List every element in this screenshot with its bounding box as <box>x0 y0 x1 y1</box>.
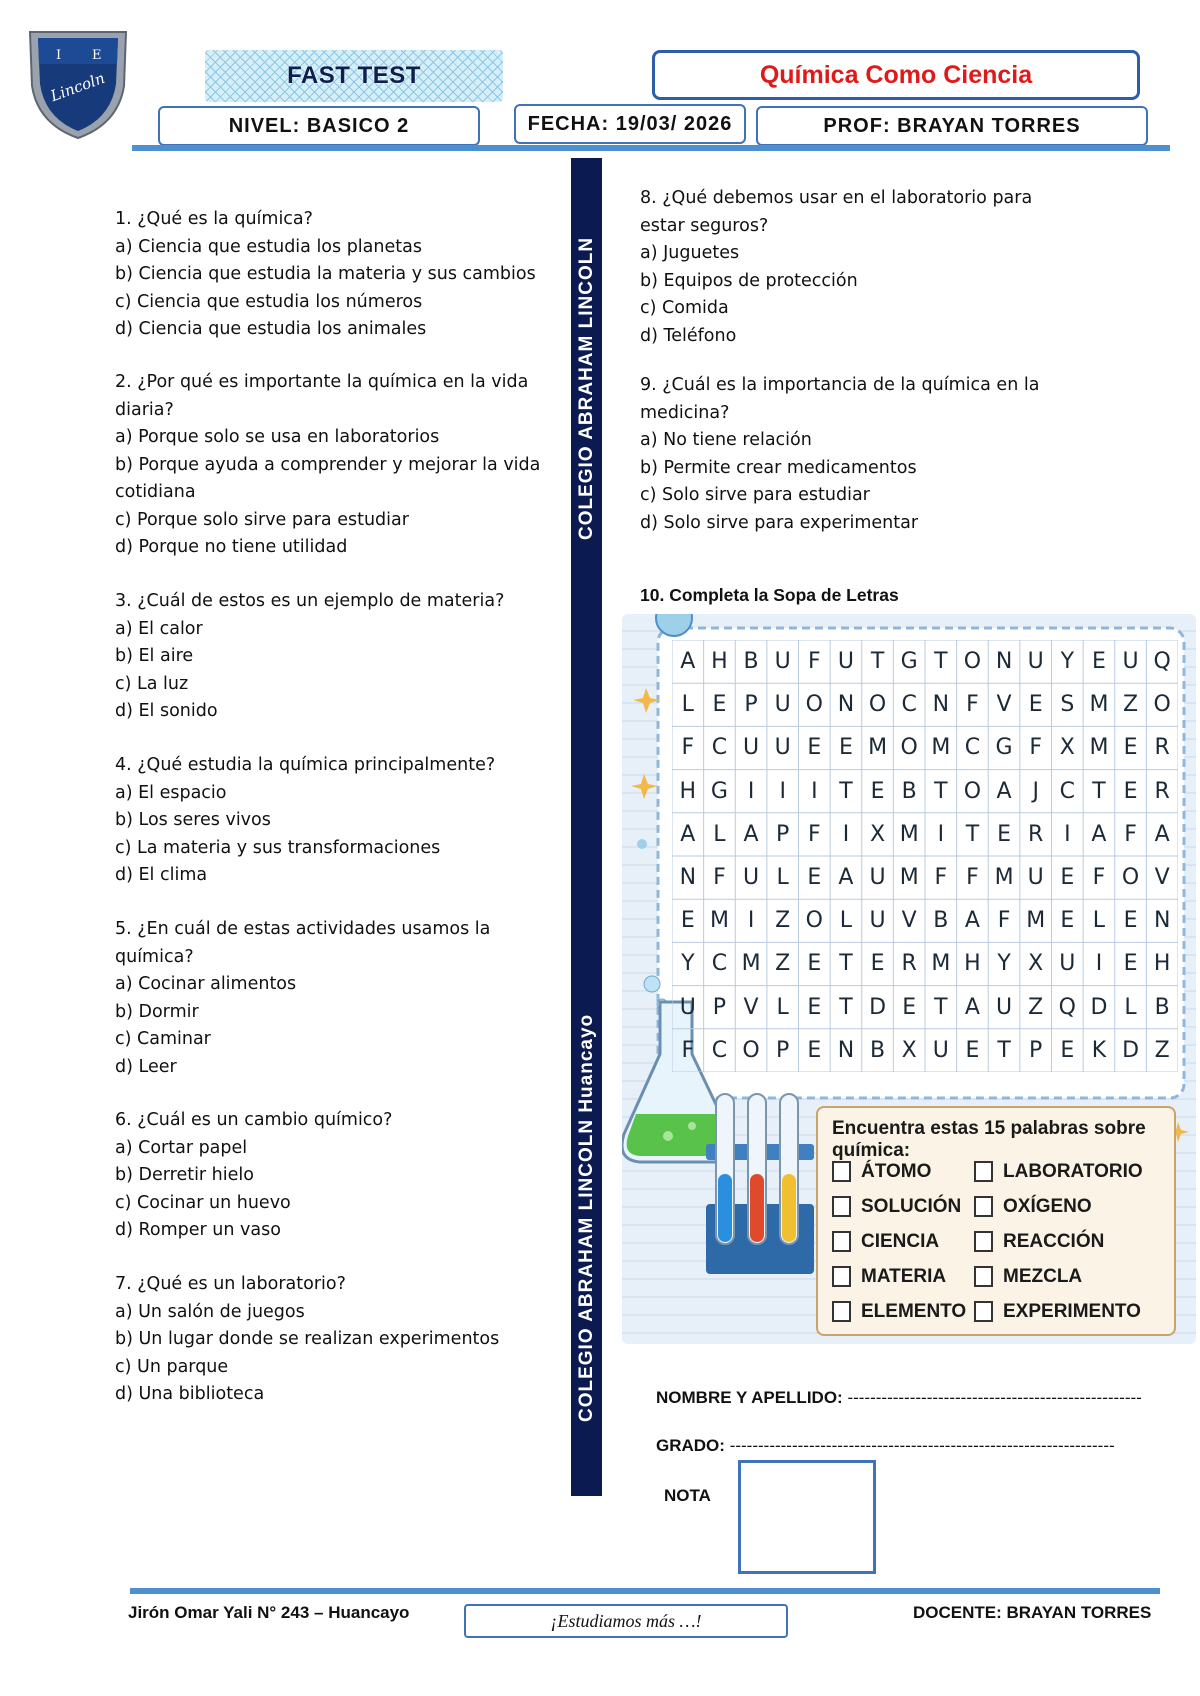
wordsearch-letter[interactable]: O <box>1153 692 1171 718</box>
wordsearch-letter[interactable]: A <box>743 821 759 847</box>
wordsearch-letter[interactable]: Z <box>1123 692 1139 718</box>
option: b) Derretir hielo <box>115 1165 254 1185</box>
wordsearch-letter[interactable]: I <box>811 778 818 804</box>
option: a) Cortar papel <box>115 1137 248 1158</box>
school-logo <box>26 24 130 142</box>
question-text: 5. ¿En cuál de estas actividades usamos la química? <box>115 919 491 967</box>
wordsearch-letter[interactable]: D <box>1090 994 1108 1020</box>
wordsearch-letter[interactable]: L <box>776 994 789 1020</box>
option: a) Un salón de juegos <box>115 1301 305 1322</box>
wordsearch-letter[interactable]: L <box>713 821 726 847</box>
name-label: NOMBRE Y APELLIDO: <box>656 1388 843 1407</box>
option: d) Solo sirve para experimentar <box>640 512 919 533</box>
wordsearch-letter[interactable]: J <box>1032 778 1039 804</box>
wordsearch-letter[interactable]: F <box>966 865 979 891</box>
wordsearch-letter[interactable]: V <box>901 908 917 934</box>
word-item[interactable]: OXÍGENO <box>974 1189 1143 1224</box>
wordsearch-letter[interactable]: D <box>869 994 887 1020</box>
wordsearch-letter[interactable]: H <box>1153 951 1171 977</box>
wordsearch-letter[interactable]: Z <box>775 951 791 977</box>
wordsearch-letter[interactable]: O <box>868 692 887 718</box>
wordsearch-letter[interactable]: E <box>1123 735 1138 761</box>
word-item[interactable]: REACCIÓN <box>974 1224 1143 1259</box>
wordsearch-letter[interactable]: H <box>711 649 728 675</box>
wordsearch-letter[interactable]: F <box>807 649 821 675</box>
wordsearch-letter[interactable]: R <box>1028 821 1044 847</box>
wordsearch-letter[interactable]: E <box>1123 908 1138 934</box>
wordsearch-letter[interactable]: T <box>934 994 948 1020</box>
wordsearch-letter[interactable]: E <box>712 692 727 718</box>
question-2 <box>115 369 570 562</box>
header-divider <box>132 145 1170 151</box>
option: c) Cocinar un huevo <box>115 1192 291 1213</box>
wordsearch-letter[interactable]: A <box>1091 821 1107 847</box>
wordsearch-letter[interactable]: E <box>997 821 1012 847</box>
wordsearch-letter[interactable]: O <box>805 692 823 718</box>
question-6 <box>115 1107 570 1245</box>
question-text: 2. ¿Por qué es importante la química en la vida diaria? <box>115 372 529 420</box>
option: a) Juguetes <box>640 243 740 263</box>
side-banner <box>571 158 602 1496</box>
wordsearch-letter[interactable]: P <box>744 692 758 718</box>
wordsearch-letter[interactable]: F <box>807 821 821 847</box>
wordsearch-letter[interactable]: X <box>901 1037 917 1063</box>
wordlist-title: Encuentra estas 15 palabras sobre química: <box>832 1118 1146 1161</box>
wordsearch-letter[interactable]: B <box>743 649 759 675</box>
wordsearch-letter[interactable]: E <box>902 994 917 1020</box>
wordsearch-wordlist <box>816 1106 1176 1336</box>
wordsearch-letter[interactable]: M <box>1089 735 1109 761</box>
wordsearch-letter[interactable]: C <box>901 692 917 718</box>
wordsearch-letter[interactable]: T <box>934 649 948 675</box>
question-text: 1. ¿Qué es la química? <box>115 209 313 229</box>
checkbox-icon[interactable] <box>832 1231 851 1252</box>
option: d) Una biblioteca <box>115 1384 265 1404</box>
word-item[interactable]: MEZCLA <box>974 1259 1143 1294</box>
option: d) Ciencia que estudia los animales <box>115 319 427 339</box>
wordsearch-letter[interactable]: M <box>899 865 919 891</box>
wordsearch-letter[interactable]: G <box>995 735 1013 761</box>
wordsearch-letter[interactable]: N <box>679 865 697 891</box>
word-item[interactable]: ÁTOMO <box>832 1154 966 1189</box>
name-field[interactable] <box>656 1388 1142 1408</box>
nota-label: NOTA <box>664 1486 711 1505</box>
wordsearch-letter[interactable]: F <box>1092 865 1106 891</box>
checkbox-icon[interactable] <box>974 1196 993 1217</box>
wordsearch-letter[interactable]: B <box>933 908 949 934</box>
word-item[interactable]: ELEMENTO <box>832 1294 966 1329</box>
question-7 <box>115 1271 570 1409</box>
wordsearch-letter[interactable]: N <box>837 692 855 718</box>
wordsearch-letter[interactable]: M <box>868 735 888 761</box>
option: d) Romper un vaso <box>115 1220 281 1240</box>
wordsearch-letter[interactable]: A <box>1154 821 1170 847</box>
wordsearch-letter[interactable]: N <box>932 692 950 718</box>
wordsearch-letter[interactable]: E <box>1123 778 1138 804</box>
wordsearch-letter[interactable]: P <box>776 1037 790 1063</box>
wordsearch-letter[interactable]: U <box>1122 649 1139 675</box>
wordsearch-letter[interactable]: T <box>1092 778 1106 804</box>
word-item[interactable]: LABORATORIO <box>974 1154 1143 1189</box>
fecha-box: FECHA: 19/03/ 2026 <box>514 104 746 144</box>
wordsearch-letter[interactable]: L <box>839 908 853 934</box>
option: b) Equipos de protección <box>640 270 858 291</box>
footer-divider <box>130 1588 1160 1594</box>
wordsearch-letter[interactable]: E <box>1028 692 1043 718</box>
wordsearch-letter[interactable]: G <box>900 649 918 675</box>
svg-text:Lincoln: Lincoln <box>48 68 108 106</box>
wordsearch-letter[interactable]: H <box>964 951 981 977</box>
wordsearch-grid <box>672 640 1178 1072</box>
wordsearch-letter[interactable]: E <box>1091 649 1106 675</box>
subject-box <box>652 50 1140 100</box>
wordsearch-letter[interactable]: E <box>870 951 885 977</box>
wordsearch-letter[interactable]: C <box>964 735 981 761</box>
question-text: 6. ¿Cuál es un cambio químico? <box>115 1110 393 1130</box>
wordsearch-letter[interactable]: U <box>869 865 886 891</box>
wordsearch-letter[interactable]: T <box>839 951 853 977</box>
option: d) Porque no tiene utilidad <box>115 537 348 557</box>
option: b) El aire <box>115 646 194 666</box>
option: a) No tiene relación <box>640 430 812 450</box>
option: a) Ciencia que estudia los planetas <box>115 236 422 257</box>
question-4 <box>115 752 570 890</box>
wordsearch-letter[interactable]: Z <box>775 908 791 934</box>
question-text: 9. ¿Cuál es la importancia de la química en la medicina? <box>640 375 1040 423</box>
wordsearch-letter[interactable]: U <box>743 735 760 761</box>
checkbox-icon[interactable] <box>832 1196 851 1217</box>
wordsearch-letter[interactable]: A <box>680 821 696 847</box>
question-text: 3. ¿Cuál de estos es un ejemplo de materia? <box>115 591 505 611</box>
wordsearch-letter[interactable]: I <box>747 908 755 934</box>
wordsearch-letter[interactable]: U <box>932 1037 949 1063</box>
wordsearch-letter[interactable]: Z <box>1154 1037 1170 1063</box>
wordsearch-letter[interactable]: F <box>1124 821 1137 847</box>
wordsearch-letter[interactable]: M <box>741 951 761 977</box>
option: b) Un lugar donde se realizan experimentos <box>115 1329 500 1349</box>
side-banner-top-text: COLEGIO ABRAHAM LINCOLN <box>576 236 597 540</box>
word-item[interactable]: EXPERIMENTO <box>974 1294 1143 1329</box>
wordsearch-letter[interactable]: F <box>997 908 1011 934</box>
nota-box[interactable] <box>738 1460 876 1574</box>
option: a) El espacio <box>115 782 227 803</box>
wordsearch-letter[interactable]: U <box>1027 865 1044 891</box>
wordsearch-letter[interactable]: E <box>680 908 695 934</box>
wordsearch-letter[interactable]: O <box>742 1037 760 1063</box>
wordsearch-letter[interactable]: M <box>709 908 729 934</box>
wordsearch-letter[interactable]: Y <box>997 951 1011 977</box>
wordsearch-letter[interactable]: B <box>901 778 917 804</box>
wordsearch-letter[interactable]: F <box>1029 735 1043 761</box>
wordsearch-letter[interactable]: F <box>713 865 726 891</box>
checkbox-icon[interactable] <box>974 1266 993 1287</box>
wordsearch-letter[interactable]: H <box>679 778 697 804</box>
fast-test-banner <box>205 50 503 102</box>
option: b) Dormir <box>115 1001 199 1022</box>
checkbox-icon[interactable] <box>974 1301 993 1322</box>
checkbox-icon[interactable] <box>974 1231 993 1252</box>
wordsearch-letter[interactable]: O <box>963 778 982 804</box>
wordsearch-letter[interactable]: Q <box>1153 649 1171 675</box>
wordsearch-letter[interactable]: M <box>1026 908 1046 934</box>
wordsearch-letter[interactable]: T <box>839 994 853 1020</box>
wordsearch-letter[interactable]: P <box>712 994 727 1020</box>
grado-line[interactable]: -------------------------------------------------------------------- <box>729 1436 1115 1455</box>
wordsearch-letter[interactable]: I <box>779 778 786 804</box>
wordsearch-letter[interactable]: I <box>1095 951 1103 977</box>
wordsearch-letter[interactable]: E <box>870 778 885 804</box>
name-line[interactable]: ---------------------------------------------------- <box>847 1388 1142 1407</box>
wordsearch-letter[interactable]: L <box>681 692 694 718</box>
wordsearch-letter[interactable]: E <box>1060 865 1075 891</box>
side-banner-bottom-text: COLEGIO ABRAHAM LINCOLN Huancayo <box>576 1013 597 1422</box>
question-1 <box>115 206 570 344</box>
wordsearch-letter[interactable]: L <box>1124 994 1137 1020</box>
word-item[interactable]: CIENCIA <box>832 1224 966 1259</box>
wordsearch-letter[interactable]: I <box>747 778 755 804</box>
wordsearch-letter[interactable]: C <box>1059 778 1075 804</box>
word-item[interactable]: SOLUCIÓN <box>832 1189 966 1224</box>
option: d) El clima <box>115 865 208 885</box>
wordsearch-letter[interactable]: U <box>1027 649 1044 675</box>
wordsearch-letter[interactable]: F <box>681 735 695 761</box>
logo-letter-i: I <box>56 48 62 63</box>
option: b) Permite crear medicamentos <box>640 457 917 478</box>
option: d) Teléfono <box>640 325 737 346</box>
wordsearch-letter[interactable]: R <box>1154 778 1170 804</box>
wordsearch-letter[interactable]: U <box>774 649 791 675</box>
wordsearch-letter[interactable]: U <box>837 649 854 675</box>
question-8 <box>640 185 1070 350</box>
option: c) Comida <box>640 298 729 318</box>
wordsearch-letter[interactable]: T <box>839 778 853 804</box>
wordsearch-letter[interactable]: O <box>805 908 823 934</box>
wordsearch-letter[interactable]: I <box>937 821 945 847</box>
wordsearch-letter[interactable]: U <box>774 735 791 761</box>
question-5 <box>115 916 560 1081</box>
wordsearch-letter[interactable]: M <box>931 951 951 977</box>
wordsearch-letter[interactable]: I <box>1064 821 1071 847</box>
wordsearch-letter[interactable]: L <box>1092 908 1106 934</box>
wordsearch-letter[interactable]: R <box>1154 735 1170 761</box>
wordsearch-letter[interactable]: M <box>899 821 919 847</box>
option: c) La luz <box>115 673 189 694</box>
wordsearch-letter[interactable]: E <box>1060 1037 1075 1063</box>
subject-title: Química Como Ciencia <box>759 60 1033 89</box>
wordsearch-letter[interactable]: Y <box>1060 649 1075 675</box>
footer-docente: DOCENTE: BRAYAN TORRES <box>913 1603 1152 1622</box>
wordsearch-letter[interactable]: T <box>870 649 885 675</box>
wordsearch-letter[interactable]: O <box>900 735 918 761</box>
prof-box: PROF: BRAYAN TORRES <box>756 106 1148 146</box>
option: d) El sonido <box>115 701 218 721</box>
question-3 <box>115 588 570 726</box>
fast-test-label: FAST TEST <box>287 62 421 89</box>
wordsearch-letter[interactable]: B <box>1154 994 1170 1020</box>
option: a) Porque solo se usa en laboratorios <box>115 427 440 447</box>
wordsearch-letter[interactable]: A <box>996 778 1012 804</box>
wordsearch-letter[interactable]: P <box>1029 1037 1043 1063</box>
wordsearch-letter[interactable]: E <box>1123 951 1138 977</box>
wordsearch-letter[interactable]: M <box>994 865 1014 891</box>
wordsearch-letter[interactable]: M <box>1089 692 1109 718</box>
wordsearch-letter[interactable]: E <box>807 951 822 977</box>
option: c) Ciencia que estudia los números <box>115 291 423 312</box>
wordsearch-letter[interactable]: U <box>679 994 696 1020</box>
wordsearch-letter[interactable]: N <box>995 649 1013 675</box>
option: c) Porque solo sirve para estudiar <box>115 509 409 530</box>
wordsearch-letter[interactable]: K <box>1091 1037 1107 1063</box>
wordsearch-letter[interactable]: E <box>807 994 822 1020</box>
wordsearch-letter[interactable]: U <box>869 908 886 934</box>
wordsearch-letter[interactable]: X <box>870 821 886 847</box>
wordsearch-letter[interactable]: O <box>963 649 982 675</box>
checkbox-icon[interactable] <box>832 1301 851 1322</box>
wordsearch-letter[interactable]: N <box>837 1037 855 1063</box>
wordsearch-letter[interactable]: T <box>934 778 948 804</box>
wordsearch-letter[interactable]: U <box>774 692 791 718</box>
wordlist-left-column <box>832 1154 966 1329</box>
wordsearch-letter[interactable]: Z <box>1028 994 1044 1020</box>
wordsearch-letter[interactable]: V <box>996 692 1012 718</box>
question-text: 4. ¿Qué estudia la química principalmente? <box>115 755 496 775</box>
option: b) Ciencia que estudia la materia y sus cambios <box>115 264 536 284</box>
wordsearch-letter[interactable]: C <box>711 951 728 977</box>
wordsearch-letter[interactable]: U <box>996 994 1013 1020</box>
wordsearch-letter[interactable]: E <box>1060 908 1075 934</box>
wordlist-right-column <box>974 1154 1143 1329</box>
checkbox-icon[interactable] <box>832 1266 851 1287</box>
wordsearch-letter[interactable]: T <box>997 1037 1011 1063</box>
wordsearch-letter[interactable]: R <box>901 951 917 977</box>
wordsearch-letter[interactable]: V <box>743 994 759 1020</box>
footer-motto: ¡Estudiamos más …! <box>464 1604 788 1638</box>
wordsearch-letter[interactable]: T <box>965 821 980 847</box>
nivel-box: NIVEL: BASICO 2 <box>158 106 480 146</box>
wordsearch-letter[interactable]: A <box>964 908 980 934</box>
wordsearch-letter[interactable]: A <box>964 994 980 1020</box>
wordsearch-letter[interactable]: S <box>1060 692 1075 718</box>
word-item[interactable]: MATERIA <box>832 1259 966 1294</box>
checkbox-icon[interactable] <box>974 1161 993 1182</box>
footer-address: Jirón Omar Yali N° 243 – Huancayo <box>128 1603 410 1622</box>
wordsearch-letter[interactable]: E <box>838 735 853 761</box>
wordsearch-letter[interactable]: E <box>807 865 822 891</box>
wordsearch-letter[interactable]: P <box>776 821 790 847</box>
wordsearch-letter[interactable]: X <box>1059 735 1075 761</box>
question-text: 8. ¿Qué debemos usar en el laboratorio para estar seguros? <box>640 188 1033 236</box>
wordsearch-letter[interactable]: M <box>931 735 951 761</box>
wordsearch-letter[interactable]: D <box>1122 1037 1140 1063</box>
wordsearch-letter[interactable]: E <box>807 735 822 761</box>
wordsearch-letter[interactable]: L <box>776 865 789 891</box>
option: c) La materia y sus transformaciones <box>115 837 441 858</box>
wordsearch-letter[interactable]: E <box>965 1037 980 1063</box>
wordsearch-letter[interactable]: I <box>842 821 850 847</box>
option: c) Solo sirve para estudiar <box>640 485 870 505</box>
option: b) Los seres vivos <box>115 810 271 830</box>
option: d) Leer <box>115 1056 177 1077</box>
option: a) El calor <box>115 618 203 639</box>
wordsearch-letter[interactable]: A <box>680 649 696 675</box>
wordsearch-letter[interactable]: A <box>838 865 854 891</box>
wordsearch-letter[interactable]: B <box>870 1037 886 1063</box>
wordsearch-letter[interactable]: G <box>710 778 728 804</box>
wordsearch-letter[interactable]: N <box>1153 908 1171 934</box>
wordsearch-letter[interactable]: C <box>711 1037 728 1063</box>
option: c) Un parque <box>115 1356 229 1377</box>
option: c) Caminar <box>115 1029 211 1049</box>
option: b) Porque ayuda a comprender y mejorar la vida cotidiana <box>115 454 541 502</box>
grado-label: GRADO: <box>656 1436 725 1455</box>
question-9 <box>640 372 1070 537</box>
wordsearch-letter[interactable]: Y <box>681 951 695 977</box>
wordsearch-letter[interactable]: V <box>1154 865 1170 891</box>
option: a) Cocinar alimentos <box>115 974 297 994</box>
wordsearch-letter[interactable]: Q <box>1058 994 1076 1020</box>
wordsearch-letter[interactable]: F <box>966 692 979 718</box>
wordsearch-letter[interactable]: F <box>934 865 948 891</box>
wordsearch-letter[interactable]: X <box>1028 951 1044 977</box>
wordsearch-title: 10. Completa la Sopa de Letras <box>640 585 899 605</box>
wordsearch-letter[interactable]: U <box>743 865 760 891</box>
wordsearch-letter[interactable]: F <box>681 1037 695 1063</box>
grado-field[interactable] <box>656 1436 1115 1456</box>
checkbox-icon[interactable] <box>832 1161 851 1182</box>
wordsearch-letter[interactable]: U <box>1059 951 1076 977</box>
wordsearch-letter[interactable]: E <box>807 1037 822 1063</box>
question-text: 7. ¿Qué es un laboratorio? <box>115 1274 346 1294</box>
wordsearch-letter[interactable]: C <box>711 735 728 761</box>
logo-letter-e: E <box>92 48 102 63</box>
wordsearch-letter[interactable]: O <box>1121 865 1140 891</box>
